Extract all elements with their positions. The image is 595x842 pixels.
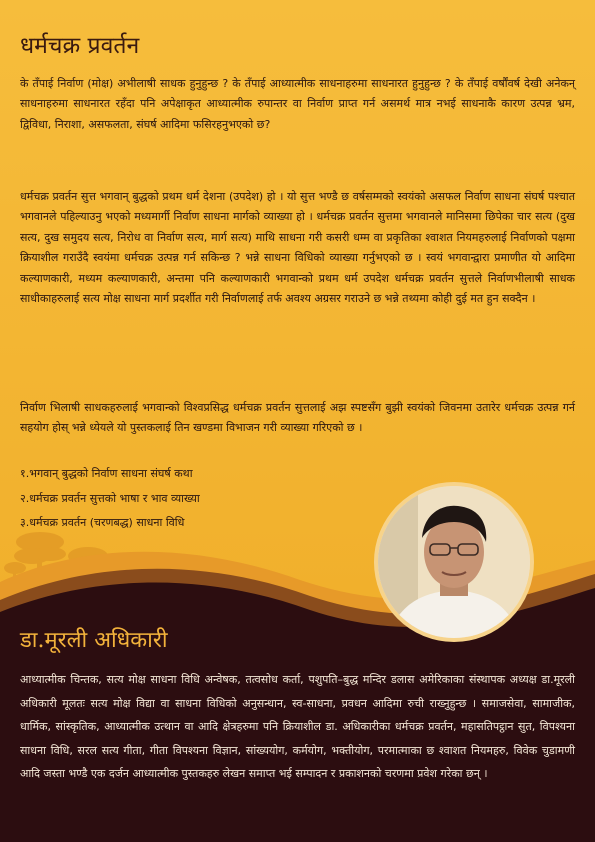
author-bio: आध्यात्मीक चिन्तक, सत्य मोक्ष साधना विधि अन्वेषक, तत्वसोध कर्ता, पशुपति–बुद्ध मन्दिर डलास अमेरिकाका संस्थापक अध्यक्ष डा.मूरली अधिकारी मूलतः सत्य मोक्ष विद्या वा साधना विधिको अनुसन्धान, स्व-साधना, प्रवधन आदिमा रुची राख्नुहुन्छ । समाजसेवा, सामाजीक, धार्मिक, सांस्कृतिक, आध्यात्मीक उत्थान वा आदि क्षेत्रहरुमा पनि क्रियाशील डा. अधिकारीका धर्मचक्र प्रवर्तन, महासतिपट्ठान सुत, विपश्यना साधना विधि, सरल सत्य गीता, गीता विपश्यना विज्ञान, सांख्ययोग, कर्मयोग, भक्तीयोग, परमात्माका छ श्वाशत नियमहरु, विवेक चुडामणी आदि जस्ता भण्डै एक दर्जन आध्यात्मीक पुस्तकहरु लेखन समाप्त भई सम्पादन र प्रकाशनको चरणमा प्रवेश गरेका छन् । [20,673,575,781]
section-item: २.धर्मचक्र प्रवर्तन सुत्तको भाषा र भाव व्याख्या [20,491,200,505]
intro-paragraph: के तँपाई निर्वाण (मोक्ष) अभीलाषी साधक हुनुहुन्छ ? के तँपाई आध्यात्मीक साधनाहरुमा साधनारत हुनुहुन्छ ? के तँपाई वर्षौंवर्ष देखी अनेकन् साधनाहरुमा साधनारत रहँदा पनि अपेक्षाकृत आध्यात्मीक रुपान्तर वा निर्वाण प्राप्त गर्न असमर्थ मात्र नभई साधनाकै कारण उत्पन्न भ्रम, द्विविधा, निराशा, असफलता, संघर्ष आदिमा फसिरहनुभएको छ? [20,77,575,131]
page-title: धर्मचक्र प्रवर्तन [20,33,140,59]
person-portrait-icon [378,486,530,638]
body-paragraph-1: धर्मचक्र प्रवर्तन सुत्त भगवान् बुद्धको प्रथम धर्म देशना (उपदेश) हो । यो सुत्त भण्डै छ वर्षसम्मको स्वयंको असफल निर्वाण साधना संघर्ष पश्चात भगवानले पहिल्याउनु भएको मध्यमार्गी निर्वाण साधना मार्गको व्याख्या हो । धर्मचक्र प्रवर्तन सुत्तमा भगवानले मानिसमा छिपेका चार सत्य (दुख सत्य, दुख समुदय सत्य, निरोध वा निर्वाण सत्य, मार्ग सत्य) माथि साधना गरी कसरी धम्म वा प्रकृतिका श्वाशत नियमहरुलाई निर्वाणको पक्षमा क्रियाशील गराउँदै स्वयंमा धर्मचक्र उत्पन्न गर्न सकिन्छ ? भन्ने साधना विधिको व्याख्या गर्नुभएको छ । स्वयं भगवान्द्वारा प्रमाणीत यो आदिमा कल्याणकारी, मध्यम कल्याणकारी, अन्तमा पनि कल्याणकारी भगवान्को प्रथम धर्म उपदेश धर्मचक्र प्रवर्तन सुत्तले निर्वाणभीलाषी साधक साधीकाहरुलाई सत्य मोक्ष साधना मार्ग प्रदर्शीत गरी निर्वाणलाई तर्फ अवश्य अग्रसर गराउने छ भन्ने तथ्यमा कोही दुई मत हुन सक्दैन । [20,190,575,306]
body-paragraph-2: निर्वाण भिलाषी साधकहरुलाई भगवान्को विश्वप्रसिद्ध धर्मचक्र प्रवर्तन सुत्तलाई अझ स्पष्टसँग बुझी स्वयंको जिवनमा उतारेर धर्मचक्र उत्पन्न गर्न सहयोग होस् भन्ने ध्येयले यो पुस्तकलाई तिन खण्डमा विभाजन गरी व्याख्या गरिएको छ । [20,401,575,435]
section-item: ३.धर्मचक्र प्रवर्तन (चरणबद्ध) साधना विधि [20,516,185,529]
section-item: १.भगवान् बुद्धको निर्वाण साधना संघर्ष कथा [20,467,193,480]
author-name: डा.मूरली अधिकारी [20,628,168,653]
author-portrait [374,482,534,642]
